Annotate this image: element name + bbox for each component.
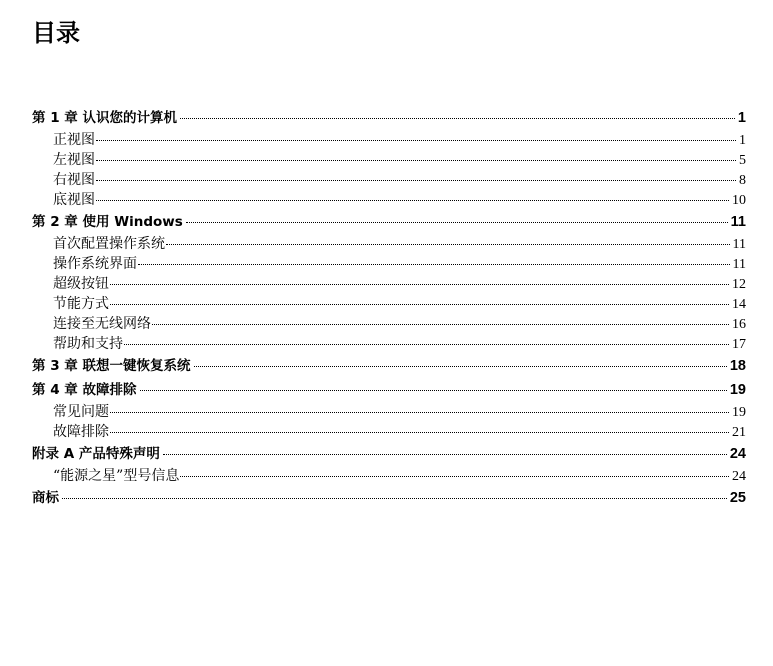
toc-section-title: 节能方式 [53, 296, 109, 312]
dot-leader [96, 200, 729, 201]
toc-section-title: “能源之星”型号信息 [53, 468, 180, 484]
toc-section-troubleshooting[interactable] [32, 422, 746, 442]
toc-page-number: 5 [739, 153, 746, 168]
dot-leader [140, 390, 727, 391]
toc-section-wireless[interactable] [32, 314, 746, 334]
dot-leader [110, 412, 729, 413]
toc-page-number: 16 [732, 317, 746, 332]
toc-page-number: 10 [732, 193, 746, 208]
toc-page-number: 25 [729, 490, 746, 506]
toc-section-power-saving[interactable] [32, 294, 746, 314]
toc-section-title: 左视图 [53, 152, 95, 168]
dot-leader [152, 324, 729, 325]
toc-section-title: 右视图 [53, 172, 95, 188]
toc-section-os-interface[interactable] [32, 254, 746, 274]
toc-page-number: 1 [739, 133, 746, 148]
dot-leader [186, 222, 728, 223]
toc-page-number: 1 [737, 110, 746, 126]
toc-section-title: 超级按钮 [53, 276, 109, 292]
toc-section-faq[interactable] [32, 402, 746, 422]
page-title: 目录 [32, 19, 80, 47]
toc-section-left-view[interactable] [32, 150, 746, 170]
toc-page-number: 11 [730, 214, 746, 230]
toc-page-number: 18 [729, 358, 746, 374]
dot-leader [180, 118, 735, 119]
toc-section-title: 底视图 [53, 192, 95, 208]
toc-chapter-4[interactable] [32, 378, 746, 402]
toc-page-number: 11 [732, 257, 746, 272]
toc-chapter-title: 第 1 章 认识您的计算机 [32, 110, 177, 126]
toc-section-title: 故障排除 [53, 424, 109, 440]
toc-section-right-view[interactable] [32, 170, 746, 190]
table-of-contents [32, 106, 746, 510]
toc-section-charms[interactable] [32, 274, 746, 294]
toc-page-number: 21 [732, 425, 746, 440]
toc-section-help-support[interactable] [32, 334, 746, 354]
toc-chapter-title: 第 4 章 故障排除 [32, 382, 137, 398]
toc-appendix-a[interactable] [32, 442, 746, 466]
dot-leader [96, 140, 736, 141]
dot-leader [96, 160, 736, 161]
dot-leader [110, 432, 729, 433]
toc-chapter-2[interactable] [32, 210, 746, 234]
dot-leader [163, 454, 727, 455]
dot-leader [124, 344, 729, 345]
toc-chapter-3[interactable] [32, 354, 746, 378]
toc-page-number: 19 [732, 405, 746, 420]
dot-leader [110, 284, 729, 285]
toc-page-number: 19 [729, 382, 746, 398]
toc-section-title: 常见问题 [53, 404, 109, 420]
toc-chapter-title: 商标 [32, 490, 59, 506]
toc-section-title: 正视图 [53, 132, 95, 148]
toc-chapter-1[interactable] [32, 106, 746, 130]
toc-section-title: 操作系统界面 [53, 256, 137, 272]
dot-leader [138, 264, 730, 265]
dot-leader [180, 476, 729, 477]
toc-section-title: 帮助和支持 [53, 336, 123, 352]
toc-section-energy-star[interactable] [32, 466, 746, 486]
dot-leader [110, 304, 729, 305]
toc-page-number: 24 [729, 446, 746, 462]
dot-leader [96, 180, 736, 181]
toc-page-number: 17 [732, 337, 746, 352]
dot-leader [62, 498, 727, 499]
toc-section-title: 连接至无线网络 [53, 316, 151, 332]
toc-section-front-view[interactable] [32, 130, 746, 150]
toc-chapter-title: 附录 A 产品特殊声明 [32, 446, 160, 462]
toc-page-number: 14 [732, 297, 746, 312]
dot-leader [166, 244, 730, 245]
toc-page-number: 12 [732, 277, 746, 292]
toc-chapter-title: 第 2 章 使用 Windows [32, 214, 183, 230]
dot-leader [194, 366, 727, 367]
toc-chapter-title: 第 3 章 联想一键恢复系统 [32, 358, 191, 374]
toc-trademarks[interactable] [32, 486, 746, 510]
toc-section-first-setup[interactable] [32, 234, 746, 254]
toc-section-bottom-view[interactable] [32, 190, 746, 210]
toc-page-number: 24 [732, 469, 746, 484]
toc-page-number: 11 [732, 237, 746, 252]
toc-page-number: 8 [739, 173, 746, 188]
toc-section-title: 首次配置操作系统 [53, 236, 165, 252]
